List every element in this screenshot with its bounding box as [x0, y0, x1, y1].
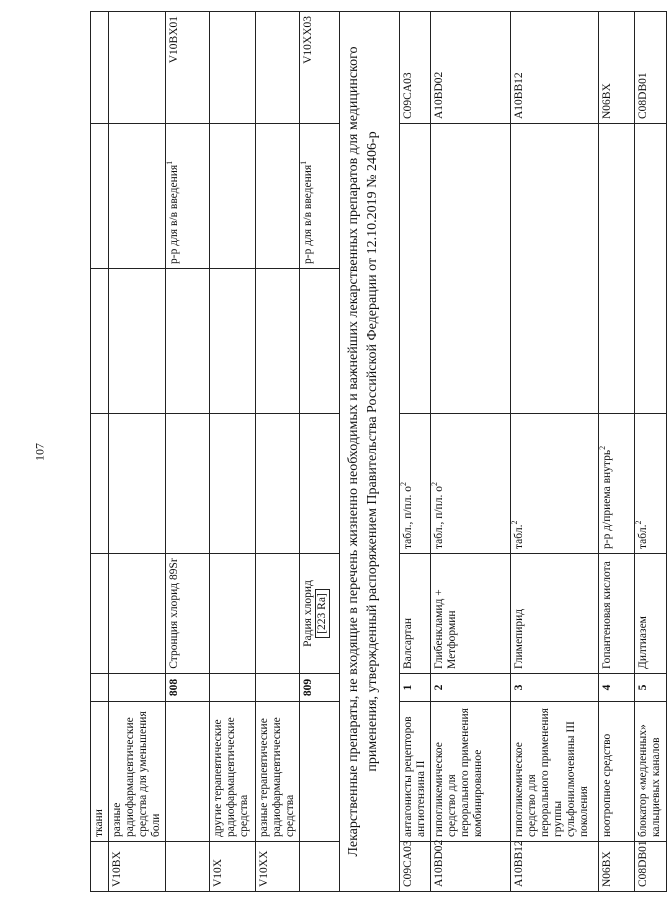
extra-form-text: р-р для в/в введения: [168, 164, 180, 264]
atc-group-code: A10BD02: [431, 842, 511, 892]
table-row: [166, 12, 210, 892]
blank-cell: [91, 269, 109, 414]
item-number: 1: [400, 674, 431, 702]
page-number: 107: [32, 443, 47, 461]
group-name: гипогликемическое средство для перорального применения комбинированное: [431, 702, 511, 842]
table-row: [599, 12, 635, 892]
atc-code: V10BX01: [166, 12, 210, 124]
atc-group-code: [91, 842, 109, 892]
extra-form: [210, 124, 256, 269]
extra-form: [91, 124, 109, 269]
drug-name: [109, 554, 166, 674]
dosage-form: [400, 414, 431, 554]
drug-table: [90, 11, 667, 892]
table-row: [511, 12, 599, 892]
dosage-form: [599, 414, 635, 554]
item-number: [210, 674, 256, 702]
drug-name: [256, 554, 300, 674]
blank-cell: [109, 269, 166, 414]
dosage-form: [300, 414, 340, 554]
group-name: другие терапевтические радиофармацевтические средства: [210, 702, 256, 842]
footnote-mark: 2: [598, 445, 608, 450]
atc-group-code: C08DB01: [635, 842, 667, 892]
table-row: [109, 12, 166, 892]
table-row: [400, 12, 431, 892]
drug-name: Дилтиазем: [635, 554, 667, 674]
blank-cell: [400, 124, 431, 414]
item-number: 808: [166, 674, 210, 702]
extra-form: [300, 124, 340, 269]
atc-code: [91, 12, 109, 124]
footnote-mark: 2: [634, 520, 644, 525]
footnote-mark: 2: [399, 482, 409, 487]
table-row: [256, 12, 300, 892]
footnote-mark: 1: [299, 160, 309, 165]
atc-code: N06BX: [599, 12, 635, 124]
drug-name: [210, 554, 256, 674]
item-number: 809: [300, 674, 340, 702]
atc-group-code: N06BX: [599, 842, 635, 892]
atc-group-code: [300, 842, 340, 892]
dosage-form: [166, 414, 210, 554]
dosage-form-text: табл., п/пл. о: [433, 486, 445, 549]
extra-form: [256, 124, 300, 269]
dosage-form: [109, 414, 166, 554]
group-name: [166, 702, 210, 842]
dosage-form: [511, 414, 599, 554]
dosage-form: [431, 414, 511, 554]
drug-name: [300, 554, 340, 674]
item-number: [109, 674, 166, 702]
atc-group-code: V10X: [210, 842, 256, 892]
extra-form-text: р-р для в/в введения: [302, 164, 314, 264]
item-number: 2: [431, 674, 511, 702]
section-note: Лекарственные препараты, не входящие в перечень жизненно необходимых и важнейших лекарственных препаратов для медицинского применения, утвержденный распоряжением Правительства Российской Федерации от 12.10.2019 № 2406-р: [340, 12, 400, 892]
atc-group-code: C09CA03: [400, 842, 431, 892]
table-row: [91, 12, 109, 892]
atc-group-code: V10XX: [256, 842, 300, 892]
drug-name: Глибенкламид + Метформин: [431, 554, 511, 674]
blank-cell: [599, 124, 635, 414]
blank-cell: [166, 269, 210, 414]
group-name: антагонисты рецепторов ангиотензина II: [400, 702, 431, 842]
group-name: гипогликемическое средство для перорального применения группы сульфонилмочевины III поколения: [511, 702, 599, 842]
group-name: блокатор «медленных» кальциевых каналов: [635, 702, 667, 842]
section-note-row: [340, 12, 400, 892]
isotope-box: [223 Ra]: [315, 589, 330, 638]
drug-name: Глимепирид: [511, 554, 599, 674]
atc-code: V10XX03: [300, 12, 340, 124]
drug-name: Гопантеновая кислота: [599, 554, 635, 674]
blank-cell: [431, 124, 511, 414]
table-row: [210, 12, 256, 892]
rotated-page-content: [90, 12, 662, 892]
drug-name: Стронция хлорид 89Sr: [166, 554, 210, 674]
dosage-form: [91, 414, 109, 554]
group-name: ткани: [91, 702, 109, 842]
table-row: [431, 12, 511, 892]
extra-form: [109, 124, 166, 269]
dosage-form-text: табл.: [513, 524, 525, 549]
atc-code: A10BB12: [511, 12, 599, 124]
atc-group-code: [166, 842, 210, 892]
item-number: [91, 674, 109, 702]
blank-cell: [210, 269, 256, 414]
drug-name-text: Радия хлорид: [302, 580, 314, 647]
dosage-form-text: табл., п/пл. о: [402, 486, 414, 549]
atc-code: [256, 12, 300, 124]
dosage-form: [256, 414, 300, 554]
group-name: разные терапевтические радиофармацевтические средства: [256, 702, 300, 842]
table-row: [300, 12, 340, 892]
atc-code: C09CA03: [400, 12, 431, 124]
drug-name: Валсартан: [400, 554, 431, 674]
atc-code: A10BD02: [431, 12, 511, 124]
extra-form: [166, 124, 210, 269]
atc-code: [109, 12, 166, 124]
dosage-form-text: табл.: [637, 524, 649, 549]
item-number: 5: [635, 674, 667, 702]
atc-group-code: V10BX: [109, 842, 166, 892]
group-name: разные радиофармацевтические средства для уменьшения боли: [109, 702, 166, 842]
item-number: 3: [511, 674, 599, 702]
item-number: [256, 674, 300, 702]
dosage-form: [210, 414, 256, 554]
atc-code: [210, 12, 256, 124]
blank-cell: [300, 269, 340, 414]
blank-cell: [511, 124, 599, 414]
footnote-mark: 2: [430, 482, 440, 487]
group-name: ноотропное средство: [599, 702, 635, 842]
footnote-mark: 2: [510, 520, 520, 525]
atc-group-code: A10BB12: [511, 842, 599, 892]
footnote-mark: 1: [165, 160, 175, 165]
item-number: 4: [599, 674, 635, 702]
group-name: [300, 702, 340, 842]
blank-cell: [635, 124, 667, 414]
table-row: [635, 12, 667, 892]
dosage-form-text: р-р д/приема внутрь: [601, 449, 613, 549]
dosage-form: [635, 414, 667, 554]
atc-code: C08DB01: [635, 12, 667, 124]
drug-name: [91, 554, 109, 674]
blank-cell: [256, 269, 300, 414]
